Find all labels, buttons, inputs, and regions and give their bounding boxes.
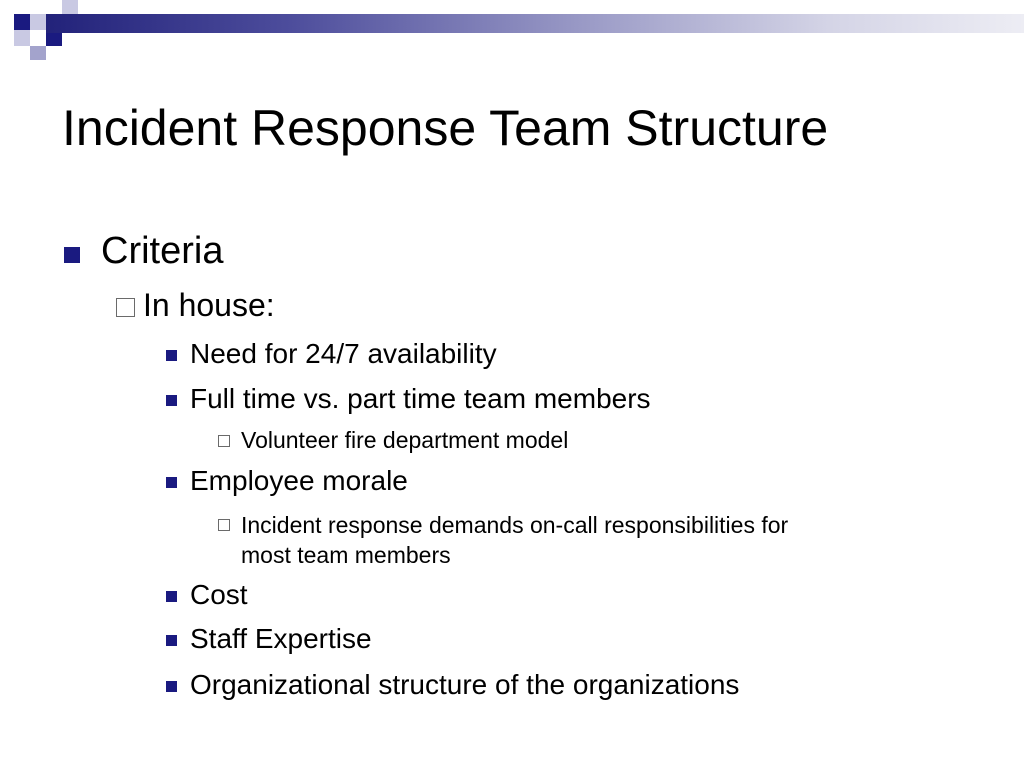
decorative-square — [62, 0, 78, 14]
bullet-item — [166, 669, 739, 701]
bullet-text: Organizational structure of the organizations — [190, 669, 740, 700]
square-hollow-icon — [116, 298, 135, 317]
bullet-item — [166, 579, 248, 611]
bullet-text: Criteria — [101, 230, 224, 272]
bullet-item — [218, 427, 568, 454]
decorative-square — [30, 14, 46, 30]
bullet-item — [166, 338, 497, 370]
square-hollow-icon — [218, 519, 230, 531]
bullet-item — [116, 287, 275, 324]
bullet-item — [166, 383, 651, 415]
bullet-text-line: most team members — [241, 542, 451, 568]
bullet-text: Need for 24/7 availability — [190, 338, 497, 369]
bullet-item — [64, 230, 223, 273]
square-solid-icon — [166, 681, 177, 692]
square-solid-icon — [166, 635, 177, 646]
bullet-item — [166, 623, 372, 655]
bullet-text: Staff Expertise — [190, 623, 372, 654]
bullet-text: Volunteer fire department model — [241, 427, 569, 453]
bullet-item — [218, 510, 788, 570]
bullet-text: Full time vs. part time team members — [190, 383, 651, 414]
square-solid-icon — [166, 395, 177, 406]
bullet-text-block — [241, 510, 788, 570]
square-solid-icon — [166, 350, 177, 361]
bullet-text-line: Incident response demands on-call responsibilities for — [241, 512, 789, 538]
decorative-square — [30, 46, 46, 60]
square-solid-icon — [166, 591, 177, 602]
square-hollow-icon — [218, 435, 230, 447]
decorative-square — [14, 14, 30, 30]
bullet-text: In house: — [143, 287, 275, 323]
bullet-item — [166, 465, 408, 497]
header-gradient-bar — [46, 14, 1024, 33]
bullet-text: Employee morale — [190, 465, 408, 496]
square-solid-icon — [64, 247, 80, 263]
decorative-square — [14, 30, 30, 46]
square-solid-icon — [166, 477, 177, 488]
slide-title: Incident Response Team Structure — [62, 100, 829, 156]
bullet-text: Cost — [190, 579, 248, 610]
